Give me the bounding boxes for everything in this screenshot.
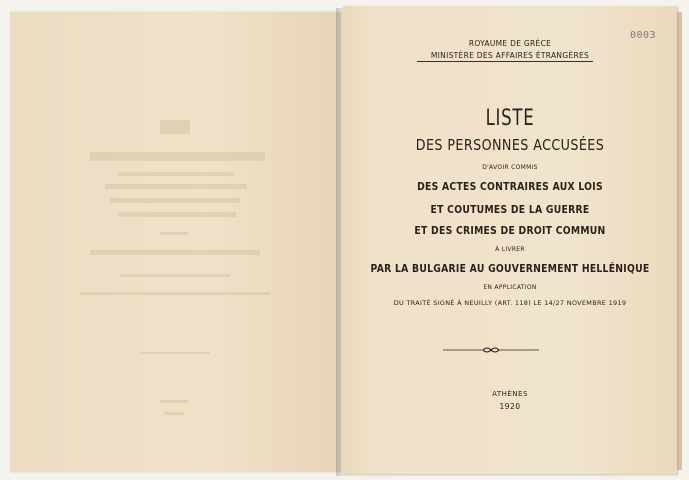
inventory-number: 0003 <box>630 30 657 41</box>
header-ministry: MINISTÈRE DES AFFAIRES ÉTRANGÈRES <box>430 51 590 60</box>
document-title: LISTE <box>485 106 535 131</box>
bleed-through-text <box>10 12 340 472</box>
document-subtitle: DES PERSONNES ACCUSÉES <box>415 136 605 154</box>
ornamental-divider <box>443 345 539 355</box>
body-line-8: DU TRAITÉ SIGNÉ À NEUILLY (ART. 118) LE 14/27 NOVEMBRE 1919 <box>393 299 627 307</box>
header-kingdom: ROYAUME DE GRÈCE <box>468 39 552 48</box>
body-line-7: EN APPLICATION <box>483 284 537 291</box>
header-rule <box>417 61 593 62</box>
body-line-6: PAR LA BULGARIE AU GOUVERNEMENT HELLÉNIQUE <box>370 263 650 275</box>
body-line-3: ET COUTUMES DE LA GUERRE <box>430 204 590 216</box>
title-page <box>343 6 677 474</box>
body-line-5: À LIVRER <box>495 246 525 253</box>
body-line-1: D'AVOIR COMMIS <box>482 164 538 171</box>
body-line-2: DES ACTES CONTRAIRES AUX LOIS <box>417 181 603 193</box>
left-page <box>10 12 340 472</box>
body-line-4: ET DES CRIMES DE DROIT COMMUN <box>414 225 606 237</box>
imprint-place: ATHÈNES <box>492 390 528 398</box>
imprint-year: 1920 <box>499 402 521 411</box>
